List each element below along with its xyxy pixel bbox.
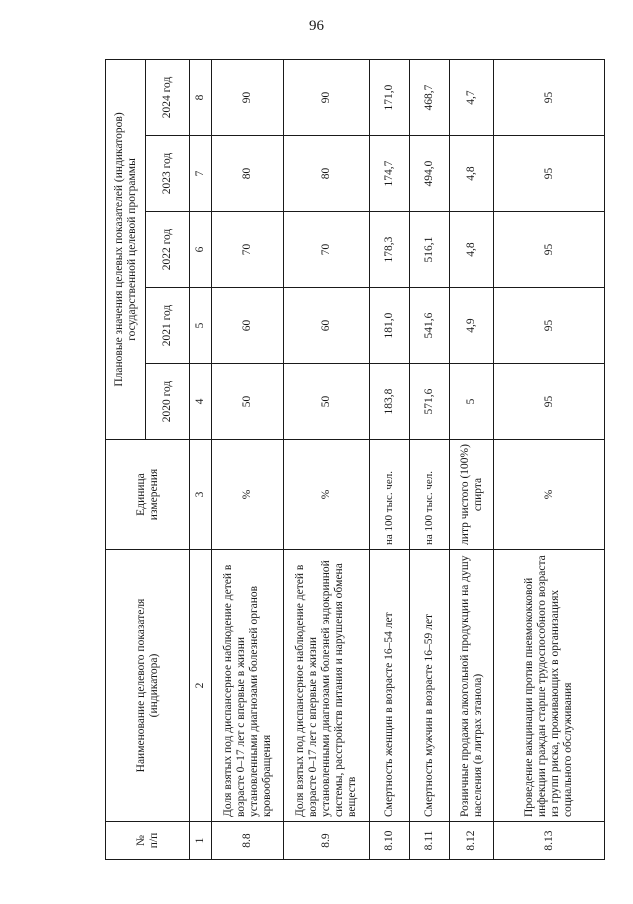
row-value: 171,0 (370, 59, 410, 135)
table-row (450, 59, 494, 859)
row-value: 178,3 (370, 212, 410, 288)
row-num: 8.8 (212, 822, 284, 860)
row-value: 4,8 (450, 136, 494, 212)
row-value: 541,6 (410, 288, 450, 364)
row-num: 8.12 (450, 822, 494, 860)
table-row (370, 59, 410, 859)
row-value: 174,7 (370, 136, 410, 212)
header-year: 2024 год (146, 59, 190, 135)
header-name: Наименование целевого показателя (индикатора) (106, 550, 190, 822)
row-name: Розничные продажи алкогольной продукции на душу населения (в литрах этанола) (450, 550, 494, 822)
index-row (190, 59, 212, 859)
row-value: 516,1 (410, 212, 450, 288)
row-value: 60 (284, 288, 370, 364)
row-value: 90 (284, 59, 370, 135)
table-row (494, 59, 605, 859)
row-value: 50 (212, 364, 284, 440)
row-value: 95 (494, 288, 605, 364)
row-unit: % (212, 440, 284, 550)
row-value: 95 (494, 212, 605, 288)
header-plan: Плановые значения целевых показателей (индикаторов) государственной целевой программы (106, 59, 146, 439)
header-year: 2023 год (146, 136, 190, 212)
row-value: 90 (212, 59, 284, 135)
row-name: Смертность мужчин в возрасте 16–59 лет (410, 550, 450, 822)
row-num: 8.11 (410, 822, 450, 860)
row-value: 95 (494, 136, 605, 212)
table-row (212, 59, 284, 859)
indicators-table (105, 59, 605, 860)
row-name: Доля взятых под диспансерное наблюдение детей в возрасте 0–17 лет с впервые в жизни установленными диагнозами болезней эндокринной системы, расстройств питания и нарушения обмена веществ (284, 550, 370, 822)
row-unit: % (284, 440, 370, 550)
header-year: 2020 год (146, 364, 190, 440)
row-name: Проведение вакцинации против пневмококковой инфекции граждан старше трудоспособного возраста из групп риска, проживающих в организациях социального обслуживания (494, 550, 605, 822)
row-name: Доля взятых под диспансерное наблюдение детей в возрасте 0–17 лет с впервые в жизни установленными диагнозами болезней органов кровообращения (212, 550, 284, 822)
header-year: 2021 год (146, 288, 190, 364)
row-num: 8.13 (494, 822, 605, 860)
row-value: 183,8 (370, 364, 410, 440)
row-num: 8.10 (370, 822, 410, 860)
table-row (284, 59, 370, 859)
row-num: 8.9 (284, 822, 370, 860)
row-value: 5 (450, 364, 494, 440)
row-unit: % (494, 440, 605, 550)
index-cell: 6 (190, 212, 212, 288)
header-unit: Единица измерения (106, 440, 190, 550)
row-unit: литр чистого (100%) спирта (450, 440, 494, 550)
row-unit: на 100 тыс. чел. (370, 440, 410, 550)
row-value: 95 (494, 59, 605, 135)
row-value: 4,7 (450, 59, 494, 135)
row-value: 80 (212, 136, 284, 212)
index-cell: 3 (190, 440, 212, 550)
row-value: 50 (284, 364, 370, 440)
rotated-table-wrapper (105, 60, 605, 860)
row-value: 468,7 (410, 59, 450, 135)
row-value: 4,9 (450, 288, 494, 364)
row-value: 4,8 (450, 212, 494, 288)
row-value: 70 (212, 212, 284, 288)
row-value: 494,0 (410, 136, 450, 212)
row-value: 181,0 (370, 288, 410, 364)
row-value: 70 (284, 212, 370, 288)
index-cell: 2 (190, 550, 212, 822)
header-num: № п/п (106, 822, 190, 860)
table-row (410, 59, 450, 859)
index-cell: 8 (190, 59, 212, 135)
header-year: 2022 год (146, 212, 190, 288)
row-value: 571,6 (410, 364, 450, 440)
row-value: 80 (284, 136, 370, 212)
row-value: 95 (494, 364, 605, 440)
page-number: 96 (309, 18, 324, 34)
row-value: 60 (212, 288, 284, 364)
index-cell: 5 (190, 288, 212, 364)
row-name: Смертность женщин в возрасте 16–54 лет (370, 550, 410, 822)
index-cell: 7 (190, 136, 212, 212)
index-cell: 4 (190, 364, 212, 440)
row-unit: на 100 тыс. чел. (410, 440, 450, 550)
index-cell: 1 (190, 822, 212, 860)
